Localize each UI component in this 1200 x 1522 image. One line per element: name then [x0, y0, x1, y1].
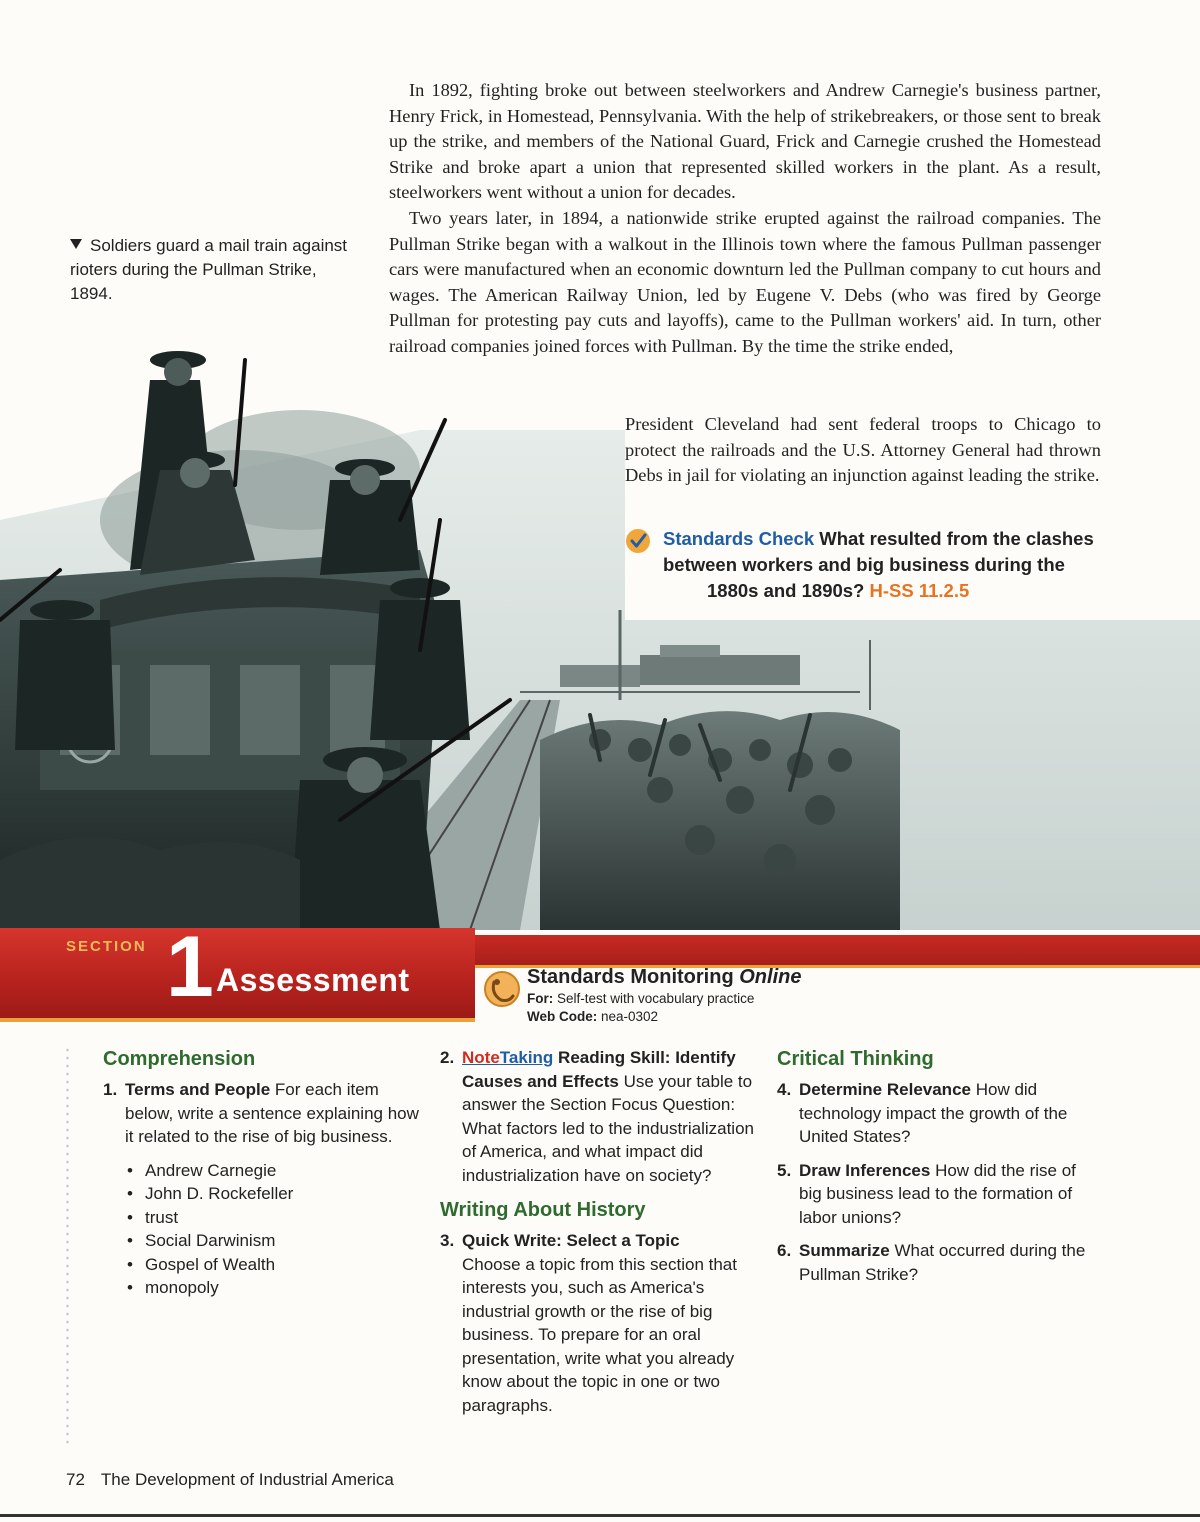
paragraph-pullman: Two years later, in 1894, a nationwide strike erupted against the railroad companies. The Pullman Strike began with a walkout in the Illinois town where the famous Pullman passenger cars were manufactured when an economic downturn led the Pullman company to cut hours and wages. The American Railway Union, led by Eugene V. Debs (who was fired by George Pullman for protesting pay cuts and layoffs), came to the Pullman workers' aid. In turn, other railroad companies joined forces with Pullman. By the time the strike ended,: [389, 207, 1101, 356]
chapter-title: The Development of Industrial America: [100, 1470, 394, 1489]
comprehension-heading: Comprehension: [103, 1048, 256, 1070]
question-1: [103, 1078, 423, 1149]
standards-check-question-2: between workers and big business during the: [663, 554, 1065, 575]
paragraph-pullman-continued: President Cleveland had sent federal troops to Chicago to protect the railroads and the U.S. Attorney General had thrown Debs in jail for violating an injunction against leading the strike.: [625, 414, 1101, 486]
online-web-code: [527, 1009, 658, 1024]
checkmark-icon: [625, 528, 651, 554]
question-2-title: Reading Skill:: [558, 1048, 671, 1067]
list-item: • Social Darwinism: [125, 1229, 423, 1253]
question-3-title: Quick Write: Select a Topic: [462, 1231, 680, 1250]
notetaking-note: Note: [462, 1048, 500, 1067]
question-5-number: 5.: [777, 1160, 792, 1180]
question-6-text: What occurred during the Pullman Strike?: [799, 1241, 1086, 1284]
question-6-number: 6.: [777, 1241, 792, 1260]
standards-check-question-1: What resulted from the clashes: [819, 528, 1094, 549]
standards-check-question-3: 1880s and 1890s?: [707, 580, 865, 601]
critical-heading: Critical Thinking: [777, 1048, 934, 1070]
page-footer: [66, 1470, 394, 1490]
standards-check: [625, 526, 1105, 604]
online-title: [527, 966, 801, 989]
section-number: 1: [166, 919, 214, 1015]
question-4-title: Determine Relevance: [799, 1080, 971, 1099]
question-6-title: Summarize: [799, 1241, 890, 1260]
question-4-text: How did technology impact the growth of the United States?: [799, 1080, 1068, 1146]
question-2: [440, 1046, 758, 1187]
question-3-text: Choose a topic from this section that interests you, such as America's industrial growth or the rise of big business. To prepare for an oral presentation, write what you already know about the topic in one or two paragraphs.: [462, 1254, 737, 1415]
assessment-title: Assessment: [216, 962, 410, 998]
section-label: SECTION: [66, 938, 147, 955]
question-2-text: Use your table to answer the Section Focus Question: What factors led to the industrialization of America, and what impact did industrialization have on society?: [462, 1071, 754, 1185]
question-2-subtitle: Identify Causes and Effects: [462, 1048, 736, 1091]
caption-triangle-icon: [70, 239, 82, 249]
caption-text: Soldiers guard a mail train against rioters during the Pullman Strike, 1894.: [70, 236, 348, 303]
question-3: [440, 1229, 758, 1417]
list-item: • trust: [125, 1206, 423, 1230]
image-caption: [70, 234, 360, 306]
question-6: [777, 1239, 1097, 1286]
question-5-text: How did the rise of big business lead to the formation of labor unions?: [799, 1160, 1076, 1227]
bottom-rule: [0, 1514, 1200, 1517]
question-3-number: 3.: [440, 1231, 455, 1250]
standards-code: H-SS 11.2.5: [869, 580, 970, 601]
body-text: [389, 78, 1101, 360]
online-title-italic: Online: [739, 966, 802, 988]
page-number: 72: [66, 1470, 85, 1489]
list-item: • monopoly: [125, 1276, 423, 1300]
banner-red-rule: [460, 935, 1200, 965]
terms-list: [103, 1159, 423, 1300]
critical-thinking-column: [777, 1046, 1097, 1296]
standards-check-label: Standards Check: [663, 528, 815, 549]
online-for-label: For:: [527, 991, 554, 1006]
writing-heading: Writing About History: [440, 1199, 646, 1221]
standards-check-line3: [625, 578, 1105, 604]
question-1-title: Terms and People: [125, 1080, 271, 1099]
question-1-text: For each item below, write a sentence explaining how it related to the rise of big business.: [125, 1080, 419, 1146]
online-code-label: Web Code:: [527, 1009, 598, 1024]
online-code-value: nea-0302: [601, 1009, 659, 1024]
comprehension-column: [103, 1046, 423, 1300]
question-5-title: Draw Inferences: [799, 1160, 931, 1180]
online-globe-icon: [483, 970, 521, 1008]
question-4-number: 4.: [777, 1080, 792, 1099]
notetaking-logo: [462, 1048, 553, 1067]
question-2-number: 2.: [440, 1048, 455, 1067]
online-title-text: Standards Monitoring: [527, 966, 734, 988]
question-1-number: 1.: [103, 1080, 118, 1099]
middle-column: [440, 1046, 758, 1427]
section-banner-gold-edge: [0, 1018, 475, 1022]
notetaking-taking: Taking: [499, 1048, 554, 1067]
dotted-margin-rule: [66, 1046, 69, 1446]
question-4: [777, 1078, 1097, 1149]
paragraph-homestead: In 1892, fighting broke out between steelworkers and Andrew Carnegie's business partner, Henry Frick, in Homestead, Pennsylvania. With the help of strikebreakers, or those sent to break up the strike, and members of the National Guard, Frick and Carnegie crushed the Homestead Strike and broke apart a union that represented skilled workers in the plant. As a result, steelworkers went without a union for decades.: [389, 80, 1101, 203]
online-for: [527, 991, 754, 1006]
question-5: [777, 1159, 1097, 1230]
online-for-text: Self-test with vocabulary practice: [557, 991, 755, 1006]
list-item: • John D. Rockefeller: [125, 1182, 423, 1206]
list-item: • Andrew Carnegie: [125, 1159, 423, 1183]
list-item: • Gospel of Wealth: [125, 1253, 423, 1277]
